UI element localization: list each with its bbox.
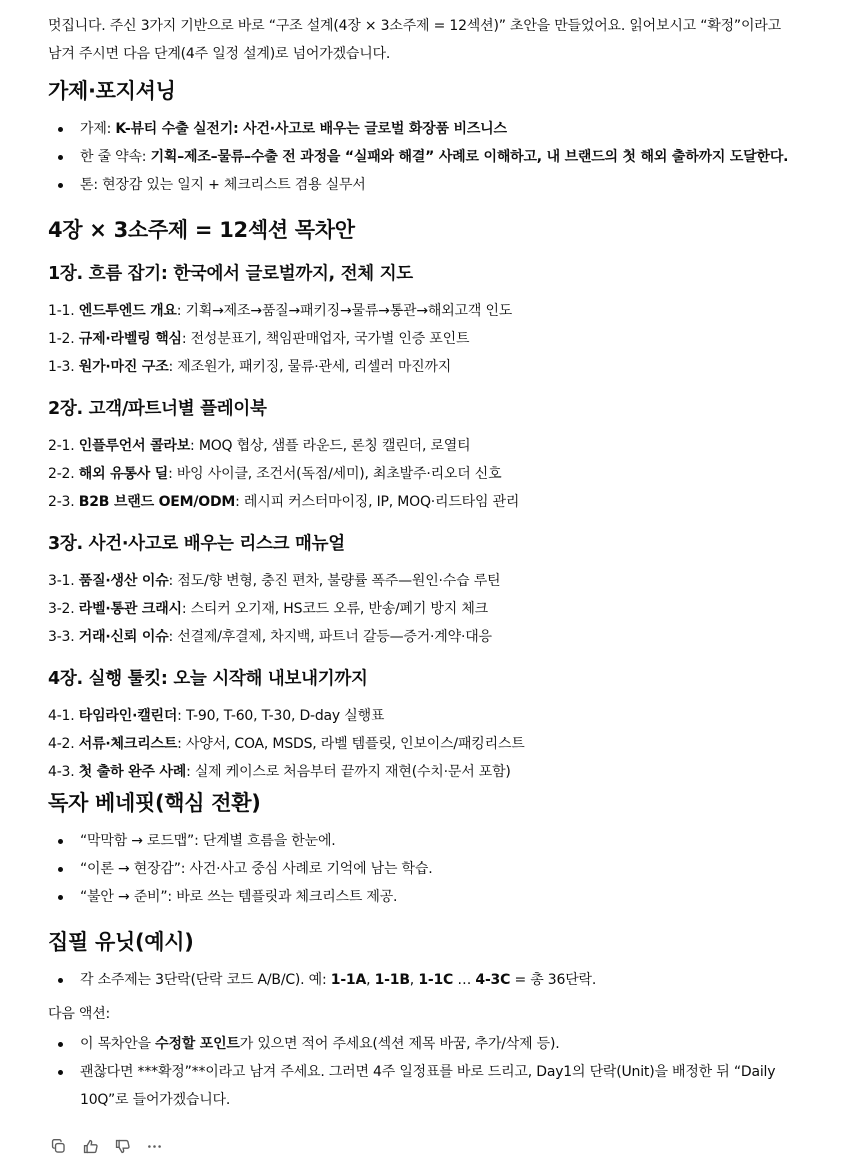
positioning-list — [48, 115, 814, 199]
intro-line-1: 멋집니다. 주신 3가지 기반으로 바로 “구조 설계(4장 × 3소주제 = 12섹션)” 초안을 만들었어요. 읽어보시고 “확정”이라고 — [48, 18, 781, 34]
next-action-list — [48, 1030, 814, 1114]
chapter-2-title: 2장. 고객/파트너별 플레이북 — [48, 399, 267, 419]
section-4-3: 4-3. 첫 출하 완주 사례: 실제 케이스로 처음부터 끝까지 재현(수치·문서 포함) — [48, 764, 511, 780]
units-heading: 집필 유닛(예시) — [48, 930, 194, 954]
section-1-1: 1-1. 엔드투엔드 개요: 기획→제조→품질→패키징→물류→통관→해외고객 인도 — [48, 303, 513, 319]
section-2-2: 2-2. 해외 유통사 딜: 바잉 사이클, 조건서(독점/세미), 최초발주·리오더 신호 — [48, 466, 502, 482]
section-2-3: 2-3. B2B 브랜드 OEM/ODM: 레시피 커스터마이징, IP, MOQ·리드타임 관리 — [48, 494, 520, 510]
section-2-1: 2-1. 인플루언서 콜라보: MOQ 협상, 샘플 라운드, 론칭 캘린더, 로열티 — [48, 438, 471, 454]
thumbs-down-icon — [114, 1138, 131, 1155]
benefits-heading: 독자 베네핏(핵심 전환) — [48, 791, 261, 815]
section-3-1: 3-1. 품질·생산 이슈: 점도/향 변형, 충진 편차, 불량률 폭주—원인·수습 루틴 — [48, 573, 501, 589]
thumbs-up-icon — [82, 1138, 99, 1155]
toc-heading: 4장 × 3소주제 = 12섹션 목차안 — [48, 218, 355, 242]
message-action-bar — [48, 1136, 164, 1156]
chapter-4-title: 4장. 실행 툴킷: 오늘 시작해 내보내기까지 — [48, 669, 368, 689]
thumbs-down-button[interactable] — [112, 1136, 132, 1156]
list-item: 각 소주제는 3단락(단락 코드 A/B/C). 예: 1-1A, 1-1B, 1-1C … 4-3C = 총 36단락. — [48, 966, 814, 994]
section-4-2: 4-2. 서류·체크리스트: 사양서, COA, MSDS, 라벨 템플릿, 인보이스/패킹리스트 — [48, 736, 525, 752]
chapter-3-title: 3장. 사건·사고로 배우는 리스크 매뉴얼 — [48, 534, 345, 554]
list-item: “불안 → 준비”: 바로 쓰는 템플릿과 체크리스트 제공. — [48, 883, 814, 911]
units-list — [48, 966, 814, 994]
copy-button[interactable] — [48, 1136, 68, 1156]
section-3-2: 3-2. 라벨·통관 크래시: 스티커 오기재, HS코드 오류, 반송/폐기 방지 체크 — [48, 601, 488, 617]
next-action-label: 다음 액션: — [48, 1006, 111, 1022]
list-item: 한 줄 약속: 기획–제조–물류–수출 전 과정을 “실패와 해결” 사례로 이해하고, 내 브랜드의 첫 해외 출하까지 도달한다. — [48, 143, 814, 171]
chapter-1-title: 1장. 흐름 잡기: 한국에서 글로벌까지, 전체 지도 — [48, 264, 413, 284]
list-item: 이 목차안을 수정할 포인트가 있으면 적어 주세요(섹션 제목 바꿈, 추가/삭제 등). — [48, 1030, 814, 1058]
list-item: “막막함 → 로드맵”: 단계별 흐름을 한눈에. — [48, 827, 814, 855]
section-3-3: 3-3. 거래·신뢰 이슈: 선결제/후결제, 차지백, 파트너 갈등—증거·계약·대응 — [48, 629, 492, 645]
list-item: 가제: K-뷰티 수출 실전기: 사건·사고로 배우는 글로벌 화장품 비즈니스 — [48, 115, 814, 143]
benefits-list — [48, 827, 814, 911]
more-button[interactable] — [144, 1136, 164, 1156]
list-item: “이론 → 현장감”: 사건·사고 중심 사례로 기억에 남는 학습. — [48, 855, 814, 883]
list-item: 톤: 현장감 있는 일지 + 체크리스트 겸용 실무서 — [48, 171, 814, 199]
more-icon — [146, 1138, 163, 1155]
positioning-heading: 가제·포지셔닝 — [48, 79, 176, 103]
intro-line-2: 남겨 주시면 다음 단계(4주 일정 설계)로 넘어가겠습니다. — [48, 46, 391, 62]
section-1-3: 1-3. 원가·마진 구조: 제조원가, 패키징, 물류·관세, 리셀러 마진까지 — [48, 359, 452, 375]
copy-icon — [50, 1138, 67, 1155]
section-4-1: 4-1. 타임라인·캘린더: T-90, T-60, T-30, D-day 실행표 — [48, 708, 385, 724]
thumbs-up-button[interactable] — [80, 1136, 100, 1156]
list-item: 괜찮다면 ***확정”**이라고 남겨 주세요. 그러면 4주 일정표를 바로 드리고, Day1의 단락(Unit)을 배정한 뒤 “Daily 10Q”로 들어가겠습니다. — [48, 1058, 814, 1114]
section-1-2: 1-2. 규제·라벨링 핵심: 전성분표기, 책임판매업자, 국가별 인증 포인트 — [48, 331, 470, 347]
